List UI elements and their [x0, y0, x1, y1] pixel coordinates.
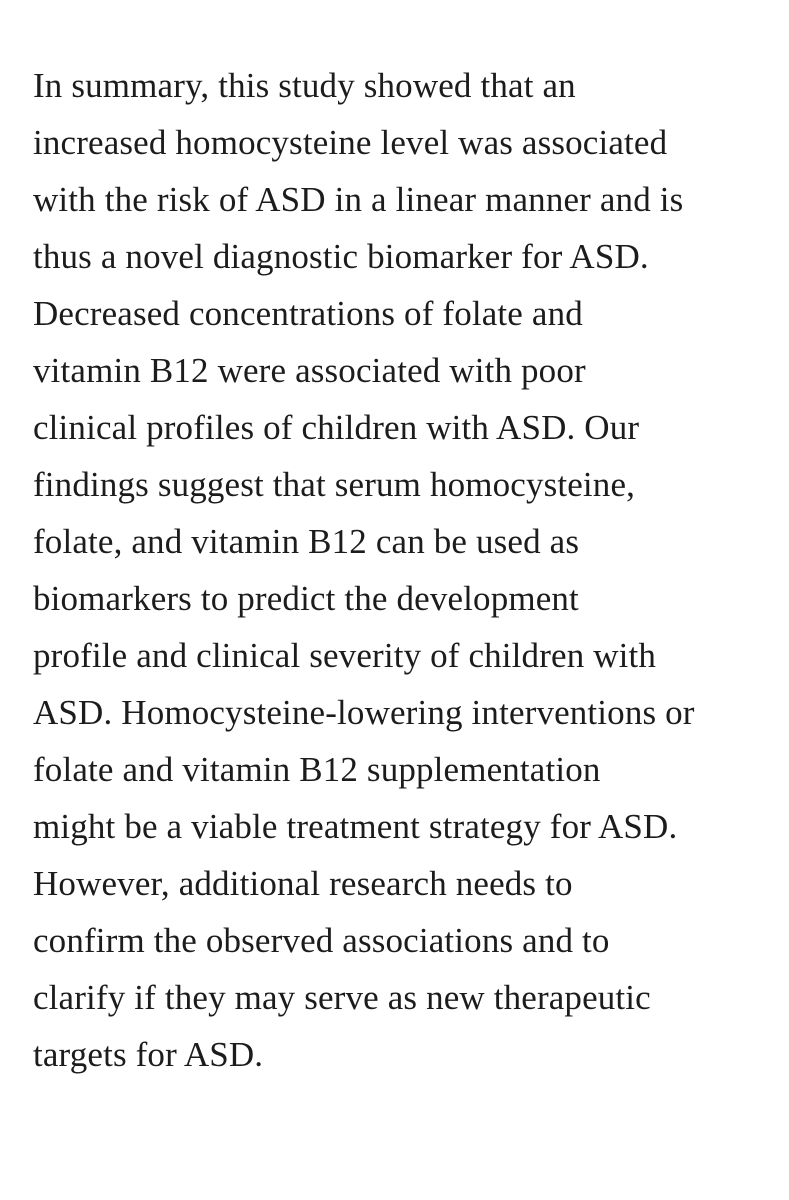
paragraph-line: clinical profiles of children with ASD. Our [33, 408, 640, 447]
paragraph-line: However, additional research needs to [33, 864, 573, 903]
paragraph-line: In summary, this study showed that an [33, 66, 576, 105]
paragraph-line: vitamin B12 were associated with poor [33, 351, 586, 390]
paragraph-line: confirm the observed associations and to [33, 921, 610, 960]
paragraph-line: clarify if they may serve as new therapeutic [33, 978, 651, 1017]
paragraph-line: with the risk of ASD in a linear manner and is [33, 180, 684, 219]
paragraph-line: might be a viable treatment strategy for ASD. [33, 807, 678, 846]
paragraph-line: findings suggest that serum homocysteine, [33, 465, 636, 504]
paragraph-line: biomarkers to predict the development [33, 579, 579, 618]
paragraph-line: increased homocysteine level was associated [33, 123, 668, 162]
paragraph-line: folate and vitamin B12 supplementation [33, 750, 601, 789]
paragraph-line: profile and clinical severity of children with [33, 636, 657, 675]
paragraph-line: thus a novel diagnostic biomarker for ASD. [33, 237, 649, 276]
summary-paragraph [33, 57, 773, 1083]
paragraph-line: Decreased concentrations of folate and [33, 294, 583, 333]
paragraph-line: folate, and vitamin B12 can be used as [33, 522, 580, 561]
paragraph-line: ASD. Homocysteine-lowering interventions or [33, 693, 695, 732]
paragraph-line: targets for ASD. [33, 1035, 264, 1074]
